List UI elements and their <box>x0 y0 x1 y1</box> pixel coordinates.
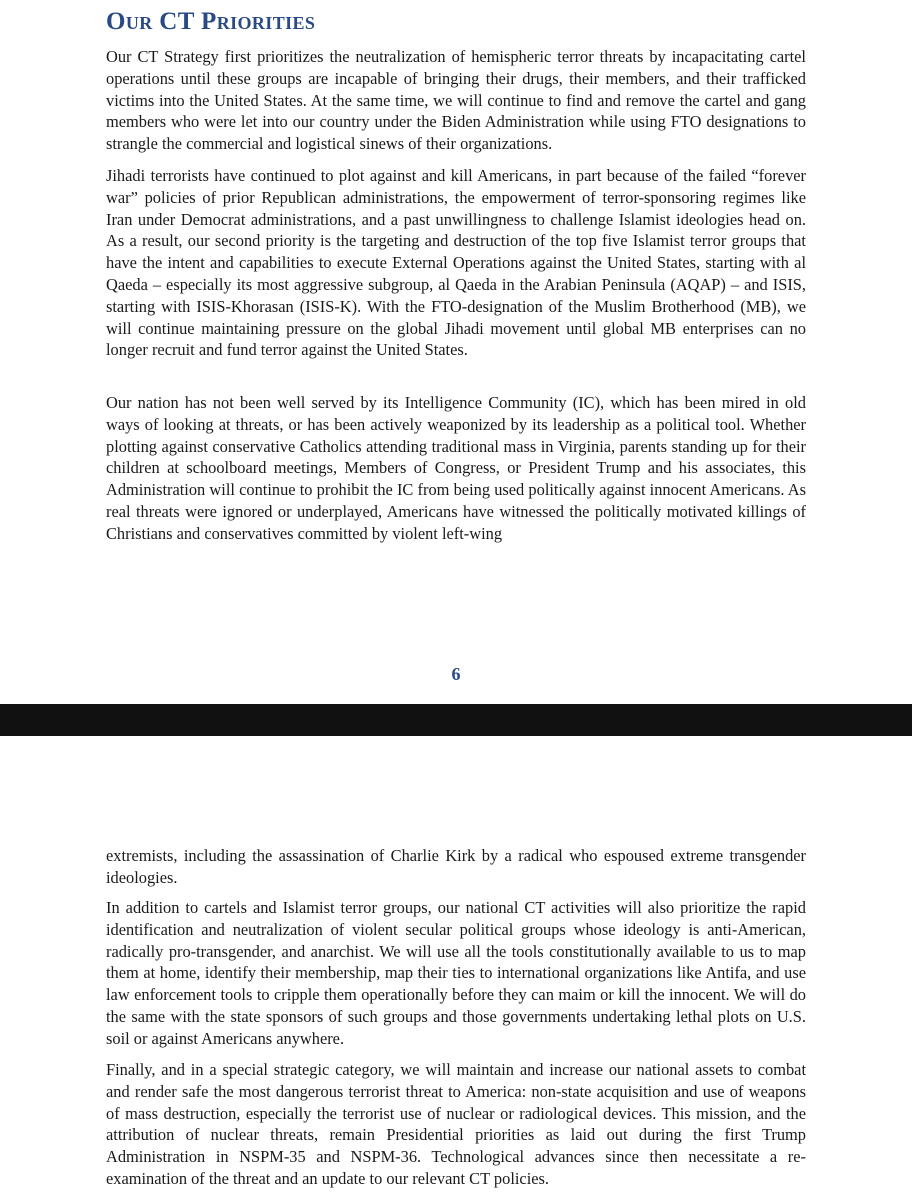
paragraph-intelligence-community: Our nation has not been well served by its Intelligence Community (IC), which has been mired in old ways of looking at threats, or has been actively weaponized by its leadership as a political tool. Whether plotting against conservative Catholics attending traditional mass in Virginia, parents standing up for their children at schoolboard meetings, Members of Congress, or President Trump and his associates, this Administration will continue to prohibit the IC from being used politically against innocent Americans. As real threats were ignored or underplayed, Americans have witnessed the politically motivated killings of Christians and conservatives committed by violent left-wing <box>106 393 806 543</box>
paragraph-wmd-threat: Finally, and in a special strategic category, we will maintain and increase our national assets to combat and render safe the most dangerous terrorist threat to America: non-state acquisition and use of weapons of mass destruction, especially the terrorist use of nuclear or radiological devices. This mission, and the attribution of nuclear threats, remain Presidential priorities as laid out during the first Trump Administration in NSPM-35 and NSPM-36. Technological advances since then necessitate a re-examination of the threat and an update to our relevant CT policies. <box>106 1060 806 1188</box>
page-separator <box>0 704 912 736</box>
paragraph-jihadi-priority: Jihadi terrorists have continued to plot against and kill Americans, in part because of the failed “forever war” policies of prior Republican administrations, the empowerment of terror-sponsoring regimes like Iran under Democrat administrations, and a past unwillingness to challenge Islamist ideologies head on. As a result, our second priority is the targeting and destruction of the top five Islamist terror groups that have the intent and capabilities to execute External Operations against the United States, starting with al Qaeda – especially its most aggressive subgroup, al Qaeda in the Arabian Peninsula (AQAP) – and ISIS, starting with ISIS-Khorasan (ISIS-K). With the FTO-designation of the Muslim Brotherhood (MB), we will continue maintaining pressure on the global Jihadi movement until global MB enterprises can no longer recruit and fund terror against the United States. <box>106 166 806 360</box>
paragraph-continuation: extremists, including the assassination of Charlie Kirk by a radical who espoused extreme transgender ideologies. <box>106 846 806 887</box>
paragraph-secular-groups: In addition to cartels and Islamist terror groups, our national CT activities will also prioritize the rapid identification and neutralization of violent secular political groups whose ideology is anti-American, radically pro-transgender, and anarchist. We will use all the tools constitutionally available to us to map them at home, identify their membership, map their ties to international organizations like Antifa, and use law enforcement tools to cripple them operationally before they can maim or kill the innocent. We will do the same with the state sponsors of such groups and those governments undertaking lethal plots on U.S. soil or against Americans anywhere. <box>106 898 806 1048</box>
page-number: 6 <box>451 664 461 684</box>
paragraph-cartel-priority: Our CT Strategy first prioritizes the neutralization of hemispheric terror threats by incapacitating cartel operations until these groups are incapable of bringing their drugs, their members, and their trafficked victims into the United States. At the same time, we will continue to find and remove the cartel and gang members who were let into our country under the Biden Administration while using FTO designations to strangle the commercial and logistical sinews of their organizations. <box>106 47 806 154</box>
section-heading: Our CT Priorities <box>106 8 316 35</box>
